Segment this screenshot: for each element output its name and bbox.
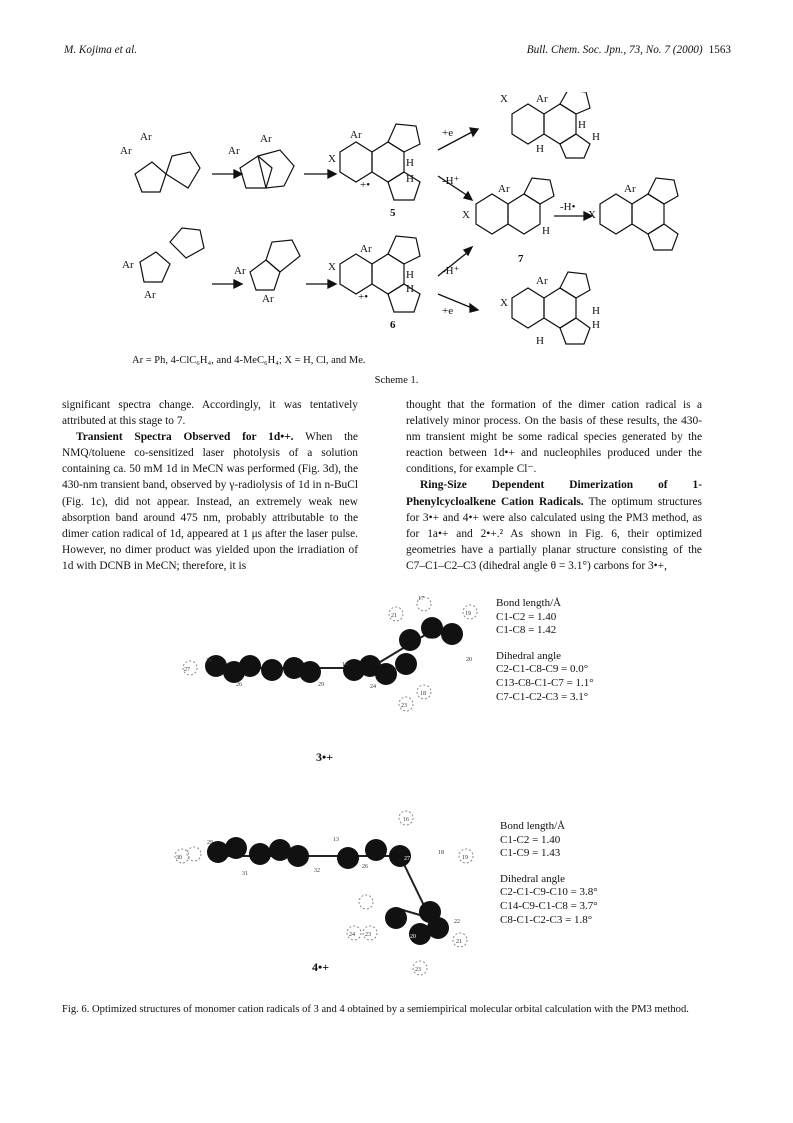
atom-number: 21 [456,939,462,945]
atom-number: 22 [454,919,460,925]
running-header-authors: M. Kojima et al. [64,44,138,56]
label-ar: Ar [140,131,152,143]
ring-top-central [372,142,404,182]
label-ar: Ar [262,293,274,305]
ring-top-mid-a [240,156,272,188]
dihedral-row: C14-C9-C1-C8 = 3.7° [500,899,598,912]
atom-number: 26 [236,682,242,688]
ring-br-cp-upper [560,272,590,298]
label-minus-h-plus: -H⁺ [442,265,460,277]
label-plus-e: +e [442,127,454,139]
atom-number: 23 [401,703,407,709]
paragraph-body: The optimum structures for 3•+ and 4•+ were also calculated using the PM3 method, as for 1a•+ and 2•+.² As shown in Fig. 6, their optimized geometries have a partially planar structure consisting of the C7–C1–C2–C3 (dihedral angle θ = 3.1°) carbons for 3•+, [406,495,702,572]
label-ar: Ar [498,183,510,195]
atom-number: 29 [318,682,324,688]
left-column [62,397,358,574]
ring-br-central [544,288,576,328]
label-minus-h-plus: -H⁺ [442,175,460,187]
dihedral-row: C2-C1-C8-C9 = 0.0° [496,663,589,676]
paragraph-body: When the NMQ/toluene co-sensitized laser photolysis of a solution containing ca. 50 mM 1d in MeCN was performed (Fig. 3d), the 430-nm transient band, observed by γ-radiolysis of 1d in n-BuCl (Fig. 1c), did not appear. Instead, an extremely weak new absorption band around 475 nm, probably attributable to the dimer cation radical of 1d, appeared at 1 μs after the laser pulse. However, no dimer product was yielded upon the irradiation of 1d with DCNB in MeCN; therefore, it is [62,431,358,572]
molecule-model-3 [170,592,480,742]
bond-length-row: C1-C8 = 1.42 [496,624,557,637]
label-compound-5: 5 [390,207,396,219]
atom-number: 14 [342,662,348,668]
label-h: H [536,143,544,155]
label-h: H [592,305,600,317]
atom-number: 19 [465,611,471,617]
atom-number: 30 [176,855,182,861]
atom-number: 20 [410,934,416,940]
atom-number: 29 [207,840,213,846]
ring-bot-start-a [140,252,170,282]
label-plus-e: +e [442,305,454,317]
ring-tr-cp-upper [560,92,590,114]
atom-number: 24 [370,684,376,690]
paragraph: significant spectra change. Accordingly, it was tentatively attributed at this stage to 7. [62,399,358,428]
ring-bot-mid-b [266,240,300,272]
ring-tr-aromatic [512,104,544,144]
paragraph [406,477,702,574]
ring-bot-cp-upper [388,236,420,264]
dihedral-row: C7-C1-C2-C3 = 3.1° [496,690,589,703]
label-h: H [406,269,414,281]
label-h: H [406,157,414,169]
ring-top-cp-lower [388,172,420,200]
bond-length-title: Bond length/Å [500,820,566,832]
ring-final-cp-upper [648,178,678,204]
label-compound-7: 7 [518,253,524,265]
structure-3-parameters [496,597,594,704]
ring-bot-mid-a [250,260,280,290]
atom-number: 13 [333,837,339,843]
label-radical-cation: +• [358,291,369,303]
label-x: X [588,209,596,221]
ring-final-aromatic [600,194,632,234]
label-x: X [500,297,508,309]
label-ar: Ar [536,93,548,105]
atom-number: 27 [184,667,190,673]
bond-length-title: Bond length/Å [496,597,562,609]
atom-number: 32 [314,868,320,874]
page-number: 1563 [708,44,731,56]
ring-final-central [632,194,664,234]
dihedral-row: C13-C8-C1-C7 = 1.1° [496,676,594,689]
ring-br-aromatic [512,288,544,328]
label-x: X [462,209,470,221]
atom-number: 24 [349,932,355,938]
ring-top-start-a [135,162,166,192]
atom-number: 22 [429,638,435,644]
label-ar: Ar [228,145,240,157]
structure-3-label: 3•+ [316,750,334,764]
label-h: H [536,335,544,347]
label-ar: Ar [350,129,362,141]
atom-number: 18 [438,850,444,856]
atom-number: 23 [415,967,421,973]
paragraph: thought that the formation of the dimer cation radical is a relatively minor process. On the basis of these results, the 430-nm transient might be some radical species generated by the reaction between 1d•+ and nucleophiles produced under the conditions, for example Cl⁻. [406,399,702,476]
journal-citation: Bull. Chem. Soc. Jpn., 73, No. 7 (2000) [526,44,703,56]
ring-top-aromatic [340,142,372,182]
ring-tr-cp-lower [560,134,590,158]
ring-br-cp-lower [560,318,590,344]
atom-number: 16 [403,817,409,823]
atom-number: 26 [362,864,368,870]
ring-7-central [508,194,540,234]
bond-length-row: C1-C2 = 1.40 [500,833,561,846]
label-ar: Ar [536,275,548,287]
label-x: X [328,261,336,273]
label-h: H [542,225,550,237]
label-ar: Ar [624,183,636,195]
ring-bot-start-b [170,228,204,258]
running-header-journal [527,44,731,56]
bond-length-row: C1-C2 = 1.40 [496,610,557,623]
label-x: X [328,153,336,165]
label-compound-6: 6 [390,319,396,331]
label-ar: Ar [234,265,246,277]
label-h: H [406,173,414,185]
label-h: H [578,119,586,131]
label-h: H [592,131,600,143]
structure-4-label: 4•+ [312,960,330,974]
scheme-substituent-note: Ar = Ph, 4-ClC₆H₄, and 4-MeC₆H₄; X = H, Cl, and Me. [132,355,366,366]
dihedral-row: C2-C1-C9-C10 = 3.8° [500,886,598,899]
ring-bot-aromatic [340,254,372,294]
figure-6-caption: Fig. 6. Optimized structures of monomer cation radicals of 3 and 4 obtained by a semiempirical molecular orbital calculation with the PM3 method. [62,1004,689,1015]
ring-bot-cp-lower [388,284,420,312]
ring-top-cp-upper [388,124,420,152]
atom-number: 28 [206,658,212,664]
atom-number: 18 [420,691,426,697]
scheme-caption: Scheme 1. [374,375,419,386]
ring-tr-central [544,104,576,144]
bond-length-row: C1-C9 = 1.43 [500,847,561,860]
atom-number: 31 [242,871,248,877]
atom-number: 21 [391,613,397,619]
dihedral-title: Dihedral angle [496,649,562,662]
label-minus-h-dot: -H• [560,201,576,213]
ring-7-cp [524,178,554,204]
label-ar: Ar [360,243,372,255]
dihedral-row: C8-C1-C2-C3 = 1.8° [500,913,593,926]
section-heading: Transient Spectra Observed for 1d•+. [76,431,294,444]
right-column [406,397,702,574]
label-x: X [500,93,508,105]
atom-number: 17 [418,596,424,602]
ring-final-cp-lower [648,224,678,250]
ring-top-start-b [166,152,200,188]
label-radical-cation: +• [360,179,371,191]
ring-top-mid-b [258,150,294,188]
atom-number: 23 [365,932,371,938]
atom-number: 27 [404,856,410,862]
label-ar: Ar [120,145,132,157]
label-ar: Ar [122,259,134,271]
label-ar: Ar [260,133,272,145]
label-h: H [406,283,414,295]
label-h: H [592,319,600,331]
dihedral-title: Dihedral angle [500,872,566,885]
structure-4-parameters [500,820,598,927]
scheme-1-reaction-diagram [100,92,720,362]
section-heading: Ring-Size Dependent Dimerization of 1-Phenylcycloalkene Cation Radicals. [406,479,702,508]
molecule-model-4 [170,808,480,983]
ring-bot-central [372,254,404,294]
label-ar: Ar [144,289,156,301]
paragraph [62,429,358,574]
atom-number: 20 [466,657,472,663]
atom-number: 19 [462,855,468,861]
ring-7-aromatic [476,194,508,234]
